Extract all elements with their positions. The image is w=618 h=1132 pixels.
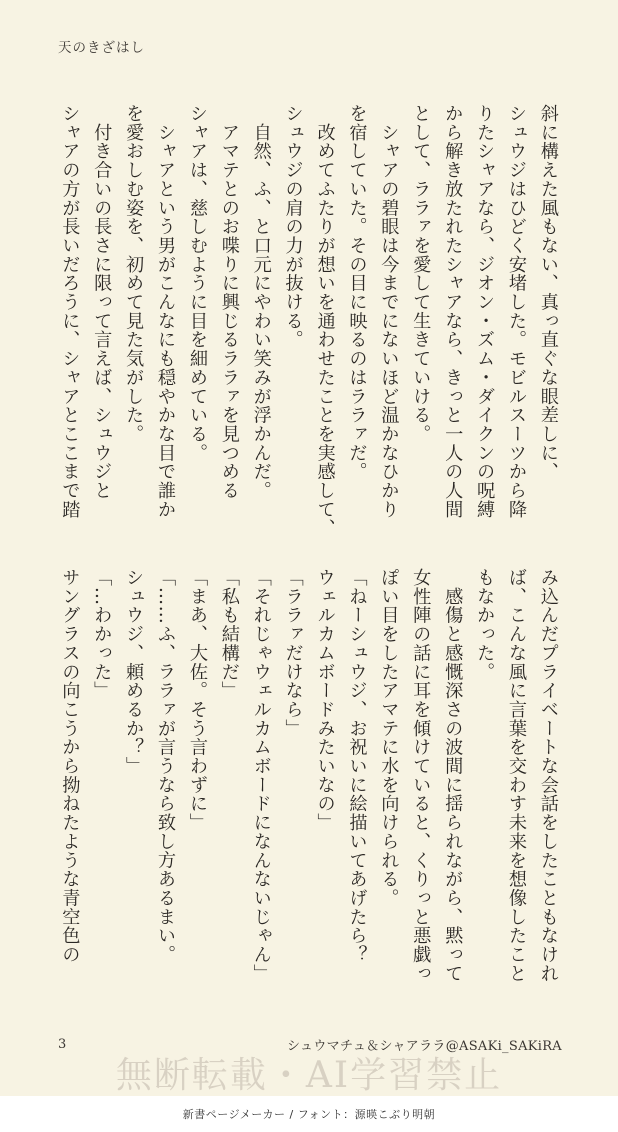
text-column: 「まあ、大佐。そう言わずに」: [186, 568, 208, 832]
text-column: シュウジ、頼めるか？」: [123, 568, 145, 776]
text-column: サングラスの向こうから拗ねたような青空色の: [59, 568, 81, 964]
text-column: りたシャアなら、ジオン・ズム・ダイクンの呪縛: [474, 104, 496, 519]
text-column: シャアという男がこんなにも穏やかな目で誰か: [155, 104, 177, 519]
watermark: 無断転載・AI学習禁止: [115, 1055, 503, 1096]
text-column: シャアは、慈しむように目を細めている。: [186, 104, 208, 463]
text-column: シャアの方が長いだろうに、シャアとここまで踏: [59, 104, 81, 519]
text-column: シュウジはひどく安堵した。モビルスーツから降: [505, 104, 527, 519]
text-column: 感傷と感慨深さの波間に揺られながら、黙って: [442, 568, 464, 983]
author-credit: シュウマチュ＆シャアララ@ASAKi_SAKiRA: [287, 1039, 562, 1054]
text-column: 「ララァだけなら」: [282, 568, 304, 738]
text-column: 「それじゃウェルカムボードになんないじゃん」: [250, 568, 272, 983]
page-number: 3: [58, 1037, 67, 1052]
text-column: ば、こんな風に言葉を交わす未来を想像したこと: [505, 568, 527, 983]
text-column: 「…わかった」: [91, 568, 113, 700]
text-column: み込んだプライベートな会話をしたこともなけれ: [537, 568, 559, 983]
text-column: 斜に構えた風もない、真っ直ぐな眼差しに、: [537, 104, 559, 481]
text-column: から解き放たれたシャアなら、きっと一人の人間: [442, 104, 464, 519]
text-column: 付き合いの長さに限って言えば、シュウジと: [91, 104, 113, 500]
text-column: アマテとのお喋りに興じるララァを見つめる: [218, 104, 240, 500]
running-title: 天のきざはし: [58, 40, 145, 56]
upper-text-block: [56, 104, 562, 538]
text-column: もなかった。: [474, 568, 496, 682]
text-column: ウェルカムボードみたいなの」: [314, 568, 336, 832]
text-column: 「ねーシュウジ、お祝いに絵描いてあげたら？: [346, 568, 368, 964]
text-column: を愛おしむ姿を、初めて見た気がした。: [123, 104, 145, 444]
text-column: 改めてふたりが想いを通わせたことを実感して、: [314, 104, 336, 538]
text-column: を宿していた。その目に映るのはララァだ。: [346, 104, 368, 481]
text-column: 「……ふ、ララァが言うなら致し方あるまい。: [155, 568, 177, 964]
text-column: 「私も結構だ」: [218, 568, 240, 700]
text-column: シュウジの肩の力が抜ける。: [282, 104, 304, 350]
text-column: ぽい目をしたアマテに水を向けられる。: [378, 568, 400, 908]
lower-text-block: [56, 568, 562, 988]
text-column: として、ララァを愛して生きていける。: [410, 104, 432, 444]
text-column: シャアの碧眼は今までにないほど温かなひかり: [378, 104, 400, 519]
footer-strip: [0, 1096, 618, 1132]
footer-caption: 新書ページメーカー / フォント：源暎こぶり明朝: [182, 1108, 436, 1121]
text-column: 女性陣の話に耳を傾けていると、くりっと悪戯っ: [410, 568, 432, 983]
text-column: 自然、ふ、と口元にやわい笑みが浮かんだ。: [250, 104, 272, 500]
